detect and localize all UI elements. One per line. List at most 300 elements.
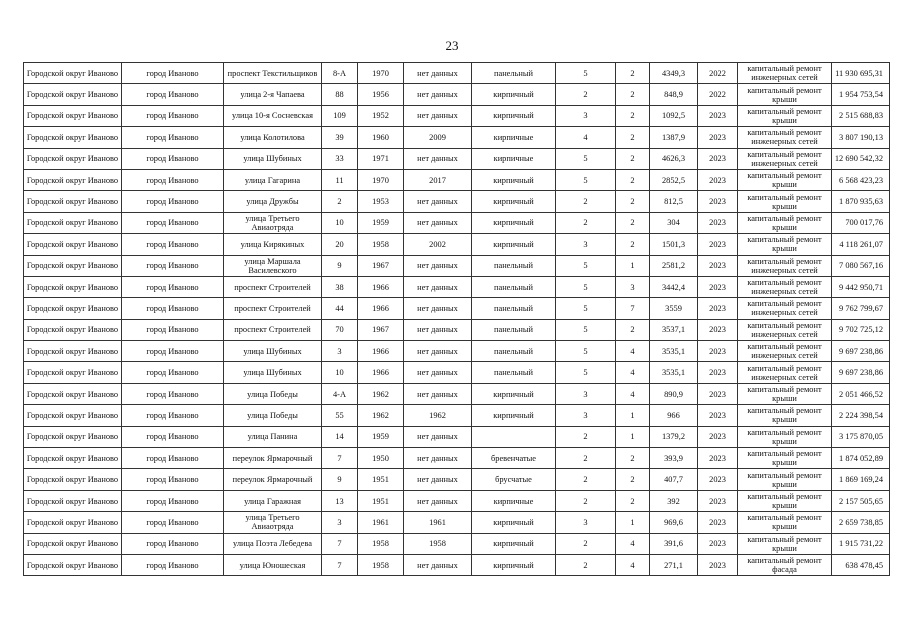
area-cell: 4349,3 <box>650 63 698 84</box>
city-cell: город Иваново <box>122 512 224 533</box>
cost-cell: 2 051 466,52 <box>832 383 890 404</box>
district-cell: Городской округ Иваново <box>24 191 122 212</box>
wall-material-cell: панельный <box>472 362 556 383</box>
street-cell: проспект Строителей <box>224 276 322 297</box>
district-cell: Городской округ Иваново <box>24 84 122 105</box>
city-cell: город Иваново <box>122 84 224 105</box>
floors-cell: 2 <box>556 533 616 554</box>
city-cell: город Иваново <box>122 127 224 148</box>
last-overhaul-year-cell: 2009 <box>404 127 472 148</box>
wall-material-cell: кирпичный <box>472 191 556 212</box>
plan-year-cell: 2023 <box>698 105 738 126</box>
plan-year-cell: 2023 <box>698 533 738 554</box>
plan-year-cell: 2023 <box>698 212 738 233</box>
last-overhaul-year-cell: нет данных <box>404 469 472 490</box>
table-row <box>24 426 890 447</box>
year-built-cell: 1970 <box>358 169 404 190</box>
cost-cell: 3 175 870,05 <box>832 426 890 447</box>
house-number-cell: 14 <box>322 426 358 447</box>
work-type-cell: капитальный ремонт инженерных сетей <box>738 255 832 276</box>
last-overhaul-year-cell: нет данных <box>404 255 472 276</box>
year-built-cell: 1956 <box>358 84 404 105</box>
area-cell: 969,6 <box>650 512 698 533</box>
floors-cell: 5 <box>556 63 616 84</box>
last-overhaul-year-cell: нет данных <box>404 148 472 169</box>
year-built-cell: 1967 <box>358 319 404 340</box>
plan-year-cell: 2023 <box>698 490 738 511</box>
house-number-cell: 7 <box>322 554 358 575</box>
last-overhaul-year-cell: 2017 <box>404 169 472 190</box>
floors-cell: 2 <box>556 469 616 490</box>
work-type-cell: капитальный ремонт крыши <box>738 84 832 105</box>
last-overhaul-year-cell: нет данных <box>404 63 472 84</box>
year-built-cell: 1966 <box>358 362 404 383</box>
table-row <box>24 533 890 554</box>
city-cell: город Иваново <box>122 298 224 319</box>
floors-cell: 5 <box>556 362 616 383</box>
plan-year-cell: 2023 <box>698 191 738 212</box>
wall-material-cell: кирпичный <box>472 405 556 426</box>
area-cell: 3535,1 <box>650 362 698 383</box>
year-built-cell: 1958 <box>358 234 404 255</box>
area-cell: 271,1 <box>650 554 698 575</box>
work-type-cell: капитальный ремонт крыши <box>738 234 832 255</box>
plan-year-cell: 2023 <box>698 341 738 362</box>
plan-year-cell: 2023 <box>698 405 738 426</box>
entrances-cell: 2 <box>616 490 650 511</box>
district-cell: Городской округ Иваново <box>24 512 122 533</box>
street-cell: переулок Ярмарочный <box>224 448 322 469</box>
plan-year-cell: 2023 <box>698 512 738 533</box>
city-cell: город Иваново <box>122 319 224 340</box>
city-cell: город Иваново <box>122 426 224 447</box>
cost-cell: 4 118 261,07 <box>832 234 890 255</box>
year-built-cell: 1958 <box>358 554 404 575</box>
wall-material-cell: кирпичный <box>472 533 556 554</box>
cost-cell: 2 659 738,85 <box>832 512 890 533</box>
city-cell: город Иваново <box>122 383 224 404</box>
table-row <box>24 169 890 190</box>
floors-cell: 5 <box>556 255 616 276</box>
district-cell: Городской округ Иваново <box>24 298 122 319</box>
plan-year-cell: 2022 <box>698 84 738 105</box>
cost-cell: 9 762 799,67 <box>832 298 890 319</box>
year-built-cell: 1970 <box>358 63 404 84</box>
year-built-cell: 1967 <box>358 255 404 276</box>
work-type-cell: капитальный ремонт фасада <box>738 554 832 575</box>
work-type-cell: капитальный ремонт крыши <box>738 533 832 554</box>
entrances-cell: 4 <box>616 533 650 554</box>
area-cell: 304 <box>650 212 698 233</box>
street-cell: улица Кирякиных <box>224 234 322 255</box>
entrances-cell: 4 <box>616 383 650 404</box>
house-number-cell: 7 <box>322 533 358 554</box>
cost-cell: 6 568 423,23 <box>832 169 890 190</box>
floors-cell: 2 <box>556 212 616 233</box>
house-number-cell: 2 <box>322 191 358 212</box>
table-row <box>24 448 890 469</box>
year-built-cell: 1966 <box>358 276 404 297</box>
last-overhaul-year-cell: нет данных <box>404 276 472 297</box>
last-overhaul-year-cell: нет данных <box>404 105 472 126</box>
last-overhaul-year-cell: нет данных <box>404 362 472 383</box>
house-number-cell: 20 <box>322 234 358 255</box>
cost-cell: 9 697 238,86 <box>832 341 890 362</box>
floors-cell: 3 <box>556 512 616 533</box>
district-cell: Городской округ Иваново <box>24 405 122 426</box>
year-built-cell: 1966 <box>358 298 404 319</box>
wall-material-cell: панельный <box>472 298 556 319</box>
last-overhaul-year-cell: нет данных <box>404 448 472 469</box>
year-built-cell: 1953 <box>358 191 404 212</box>
floors-cell: 2 <box>556 448 616 469</box>
district-cell: Городской округ Иваново <box>24 426 122 447</box>
entrances-cell: 2 <box>616 169 650 190</box>
year-built-cell: 1966 <box>358 341 404 362</box>
entrances-cell: 7 <box>616 298 650 319</box>
table-row <box>24 319 890 340</box>
street-cell: улица Шубиных <box>224 341 322 362</box>
street-cell: проспект Строителей <box>224 319 322 340</box>
district-cell: Городской округ Иваново <box>24 319 122 340</box>
city-cell: город Иваново <box>122 276 224 297</box>
year-built-cell: 1960 <box>358 127 404 148</box>
city-cell: город Иваново <box>122 212 224 233</box>
city-cell: город Иваново <box>122 148 224 169</box>
entrances-cell: 2 <box>616 148 650 169</box>
last-overhaul-year-cell: нет данных <box>404 84 472 105</box>
last-overhaul-year-cell: нет данных <box>404 383 472 404</box>
house-number-cell: 109 <box>322 105 358 126</box>
city-cell: город Иваново <box>122 533 224 554</box>
area-cell: 407,7 <box>650 469 698 490</box>
district-cell: Городской округ Иваново <box>24 533 122 554</box>
plan-year-cell: 2023 <box>698 319 738 340</box>
entrances-cell: 1 <box>616 426 650 447</box>
district-cell: Городской округ Иваново <box>24 127 122 148</box>
wall-material-cell: кирпичный <box>472 554 556 575</box>
table-row <box>24 490 890 511</box>
last-overhaul-year-cell: нет данных <box>404 554 472 575</box>
house-number-cell: 8-А <box>322 63 358 84</box>
floors-cell: 5 <box>556 319 616 340</box>
last-overhaul-year-cell: 1961 <box>404 512 472 533</box>
entrances-cell: 2 <box>616 63 650 84</box>
floors-cell: 5 <box>556 276 616 297</box>
house-number-cell: 3 <box>322 512 358 533</box>
work-type-cell: капитальный ремонт крыши <box>738 212 832 233</box>
last-overhaul-year-cell: нет данных <box>404 298 472 319</box>
city-cell: город Иваново <box>122 448 224 469</box>
city-cell: город Иваново <box>122 105 224 126</box>
plan-year-cell: 2023 <box>698 234 738 255</box>
city-cell: город Иваново <box>122 169 224 190</box>
house-number-cell: 3 <box>322 341 358 362</box>
work-type-cell: капитальный ремонт инженерных сетей <box>738 63 832 84</box>
street-cell: улица Шубиных <box>224 148 322 169</box>
district-cell: Городской округ Иваново <box>24 341 122 362</box>
plan-year-cell: 2023 <box>698 298 738 319</box>
entrances-cell: 2 <box>616 84 650 105</box>
district-cell: Городской округ Иваново <box>24 469 122 490</box>
last-overhaul-year-cell: нет данных <box>404 191 472 212</box>
wall-material-cell: панельный <box>472 255 556 276</box>
table-row <box>24 234 890 255</box>
last-overhaul-year-cell: нет данных <box>404 490 472 511</box>
plan-year-cell: 2023 <box>698 362 738 383</box>
street-cell: улица Третьего Авиаотряда <box>224 512 322 533</box>
cost-cell: 9 702 725,12 <box>832 319 890 340</box>
area-cell: 393,9 <box>650 448 698 469</box>
cost-cell: 638 478,45 <box>832 554 890 575</box>
year-built-cell: 1958 <box>358 533 404 554</box>
year-built-cell: 1962 <box>358 383 404 404</box>
work-type-cell: капитальный ремонт крыши <box>738 169 832 190</box>
wall-material-cell: кирпичный <box>472 105 556 126</box>
work-type-cell: капитальный ремонт крыши <box>738 191 832 212</box>
floors-cell: 2 <box>556 426 616 447</box>
entrances-cell: 1 <box>616 512 650 533</box>
cost-cell: 9 442 950,71 <box>832 276 890 297</box>
cost-cell: 7 080 567,16 <box>832 255 890 276</box>
street-cell: улица Панина <box>224 426 322 447</box>
work-type-cell: капитальный ремонт инженерных сетей <box>738 298 832 319</box>
district-cell: Городской округ Иваново <box>24 448 122 469</box>
year-built-cell: 1959 <box>358 212 404 233</box>
district-cell: Городской округ Иваново <box>24 554 122 575</box>
area-cell: 3559 <box>650 298 698 319</box>
district-cell: Городской округ Иваново <box>24 234 122 255</box>
table-row <box>24 84 890 105</box>
last-overhaul-year-cell: нет данных <box>404 212 472 233</box>
house-number-cell: 9 <box>322 469 358 490</box>
table-body <box>24 63 890 576</box>
street-cell: улица Третьего Авиаотряда <box>224 212 322 233</box>
wall-material-cell: кирпичный <box>472 84 556 105</box>
cost-cell: 700 017,76 <box>832 212 890 233</box>
district-cell: Городской округ Иваново <box>24 148 122 169</box>
street-cell: улица 2-я Чапаева <box>224 84 322 105</box>
entrances-cell: 3 <box>616 276 650 297</box>
house-number-cell: 44 <box>322 298 358 319</box>
plan-year-cell: 2023 <box>698 426 738 447</box>
floors-cell: 3 <box>556 234 616 255</box>
floors-cell: 5 <box>556 341 616 362</box>
city-cell: город Иваново <box>122 234 224 255</box>
area-cell: 391,6 <box>650 533 698 554</box>
wall-material-cell: кирпичный <box>472 383 556 404</box>
street-cell: улица Победы <box>224 405 322 426</box>
work-type-cell: капитальный ремонт крыши <box>738 448 832 469</box>
table-row <box>24 191 890 212</box>
floors-cell: 5 <box>556 298 616 319</box>
area-cell: 1387,9 <box>650 127 698 148</box>
wall-material-cell: кирпичные <box>472 148 556 169</box>
street-cell: улица Гагарина <box>224 169 322 190</box>
plan-year-cell: 2023 <box>698 148 738 169</box>
cost-cell: 12 690 542,32 <box>832 148 890 169</box>
area-cell: 812,5 <box>650 191 698 212</box>
cost-cell: 2 224 398,54 <box>832 405 890 426</box>
year-built-cell: 1961 <box>358 512 404 533</box>
entrances-cell: 4 <box>616 362 650 383</box>
year-built-cell: 1971 <box>358 148 404 169</box>
last-overhaul-year-cell: нет данных <box>404 319 472 340</box>
entrances-cell: 2 <box>616 448 650 469</box>
cost-cell: 2 515 688,83 <box>832 105 890 126</box>
work-type-cell: капитальный ремонт инженерных сетей <box>738 276 832 297</box>
area-cell: 1092,5 <box>650 105 698 126</box>
work-type-cell: капитальный ремонт крыши <box>738 105 832 126</box>
area-cell: 966 <box>650 405 698 426</box>
street-cell: улица Поэта Лебедева <box>224 533 322 554</box>
year-built-cell: 1951 <box>358 490 404 511</box>
area-cell: 2852,5 <box>650 169 698 190</box>
work-type-cell: капитальный ремонт крыши <box>738 490 832 511</box>
table-row <box>24 105 890 126</box>
city-cell: город Иваново <box>122 490 224 511</box>
work-type-cell: капитальный ремонт инженерных сетей <box>738 362 832 383</box>
work-type-cell: капитальный ремонт крыши <box>738 383 832 404</box>
street-cell: улица Победы <box>224 383 322 404</box>
cost-cell: 3 807 190,13 <box>832 127 890 148</box>
wall-material-cell: панельный <box>472 276 556 297</box>
work-type-cell: капитальный ремонт инженерных сетей <box>738 341 832 362</box>
year-built-cell: 1952 <box>358 105 404 126</box>
city-cell: город Иваново <box>122 341 224 362</box>
work-type-cell: капитальный ремонт инженерных сетей <box>738 148 832 169</box>
table-row <box>24 276 890 297</box>
table-row <box>24 383 890 404</box>
wall-material-cell: панельный <box>472 319 556 340</box>
city-cell: город Иваново <box>122 63 224 84</box>
entrances-cell: 2 <box>616 105 650 126</box>
table-row <box>24 405 890 426</box>
last-overhaul-year-cell: нет данных <box>404 341 472 362</box>
work-type-cell: капитальный ремонт крыши <box>738 426 832 447</box>
floors-cell: 2 <box>556 554 616 575</box>
district-cell: Городской округ Иваново <box>24 63 122 84</box>
cost-cell: 1 915 731,22 <box>832 533 890 554</box>
cost-cell: 2 157 505,65 <box>832 490 890 511</box>
house-number-cell: 10 <box>322 362 358 383</box>
entrances-cell: 2 <box>616 319 650 340</box>
city-cell: город Иваново <box>122 554 224 575</box>
district-cell: Городской округ Иваново <box>24 276 122 297</box>
city-cell: город Иваново <box>122 362 224 383</box>
floors-cell: 3 <box>556 383 616 404</box>
wall-material-cell: кирпичный <box>472 234 556 255</box>
street-cell: улица 10-я Сосневская <box>224 105 322 126</box>
floors-cell: 2 <box>556 490 616 511</box>
table-row <box>24 341 890 362</box>
floors-cell: 4 <box>556 127 616 148</box>
work-type-cell: капитальный ремонт крыши <box>738 405 832 426</box>
wall-material-cell: кирпичный <box>472 212 556 233</box>
entrances-cell: 1 <box>616 255 650 276</box>
house-number-cell: 39 <box>322 127 358 148</box>
plan-year-cell: 2023 <box>698 255 738 276</box>
area-cell: 1501,3 <box>650 234 698 255</box>
work-type-cell: капитальный ремонт крыши <box>738 469 832 490</box>
cost-cell: 9 697 238,86 <box>832 362 890 383</box>
wall-material-cell: панельный <box>472 341 556 362</box>
work-type-cell: капитальный ремонт инженерных сетей <box>738 127 832 148</box>
cost-cell: 1 869 169,24 <box>832 469 890 490</box>
area-cell: 848,9 <box>650 84 698 105</box>
house-number-cell: 10 <box>322 212 358 233</box>
plan-year-cell: 2023 <box>698 554 738 575</box>
district-cell: Городской округ Иваново <box>24 255 122 276</box>
entrances-cell: 2 <box>616 469 650 490</box>
floors-cell: 2 <box>556 84 616 105</box>
area-cell: 3537,1 <box>650 319 698 340</box>
entrances-cell: 2 <box>616 212 650 233</box>
entrances-cell: 2 <box>616 191 650 212</box>
floors-cell: 2 <box>556 191 616 212</box>
wall-material-cell: кирпичный <box>472 169 556 190</box>
wall-material-cell: кирпичные <box>472 127 556 148</box>
work-type-cell: капитальный ремонт крыши <box>738 512 832 533</box>
street-cell: улица Шубиных <box>224 362 322 383</box>
area-cell: 4626,3 <box>650 148 698 169</box>
wall-material-cell: брусчатые <box>472 469 556 490</box>
cost-cell: 1 954 753,54 <box>832 84 890 105</box>
district-cell: Городской округ Иваново <box>24 362 122 383</box>
district-cell: Городской округ Иваново <box>24 105 122 126</box>
area-cell: 2581,2 <box>650 255 698 276</box>
table-row <box>24 148 890 169</box>
house-number-cell: 7 <box>322 448 358 469</box>
table-row <box>24 212 890 233</box>
area-cell: 392 <box>650 490 698 511</box>
year-built-cell: 1951 <box>358 469 404 490</box>
house-number-cell: 88 <box>322 84 358 105</box>
district-cell: Городской округ Иваново <box>24 212 122 233</box>
work-type-cell: капитальный ремонт инженерных сетей <box>738 319 832 340</box>
plan-year-cell: 2023 <box>698 448 738 469</box>
district-cell: Городской округ Иваново <box>24 169 122 190</box>
city-cell: город Иваново <box>122 469 224 490</box>
house-number-cell: 70 <box>322 319 358 340</box>
table-row <box>24 512 890 533</box>
street-cell: улица Маршала Василевского <box>224 255 322 276</box>
house-number-cell: 9 <box>322 255 358 276</box>
house-number-cell: 55 <box>322 405 358 426</box>
year-built-cell: 1962 <box>358 405 404 426</box>
housing-repair-table <box>23 62 890 576</box>
plan-year-cell: 2023 <box>698 127 738 148</box>
wall-material-cell <box>472 426 556 447</box>
wall-material-cell: панельный <box>472 63 556 84</box>
city-cell: город Иваново <box>122 405 224 426</box>
table-row <box>24 469 890 490</box>
city-cell: город Иваново <box>122 255 224 276</box>
table-row <box>24 362 890 383</box>
house-number-cell: 13 <box>322 490 358 511</box>
year-built-cell: 1959 <box>358 426 404 447</box>
cost-cell: 1 870 935,63 <box>832 191 890 212</box>
floors-cell: 5 <box>556 169 616 190</box>
street-cell: улица Юношеская <box>224 554 322 575</box>
area-cell: 1379,2 <box>650 426 698 447</box>
wall-material-cell: бревенчатые <box>472 448 556 469</box>
page-number: 23 <box>445 38 459 53</box>
street-cell: проспект Текстильщиков <box>224 63 322 84</box>
year-built-cell: 1950 <box>358 448 404 469</box>
entrances-cell: 4 <box>616 554 650 575</box>
entrances-cell: 2 <box>616 127 650 148</box>
